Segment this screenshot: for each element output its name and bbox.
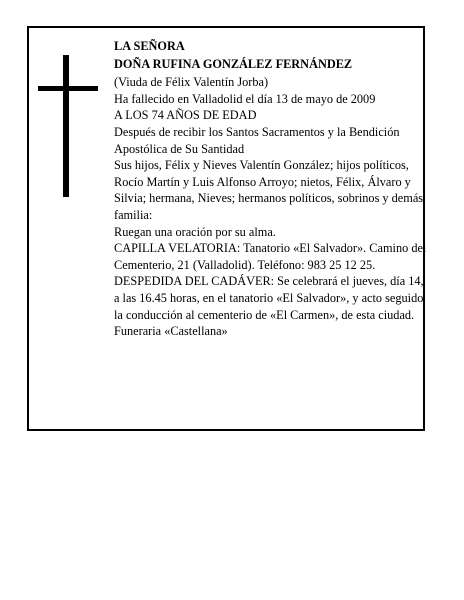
obituary-text <box>114 38 432 340</box>
sacraments-line: Después de recibir los Santos Sacramentos y la Bendición Apostólica de Su Santidad <box>114 124 400 156</box>
cross-vertical-bar <box>63 55 69 197</box>
widow-line: (Viuda de Félix Valentín Jorba) <box>114 75 269 90</box>
prayer-line: Ruegan una oración por su alma. <box>114 224 276 239</box>
death-line: Ha fallecido en Valladolid el día 13 de mayo de 2009 <box>114 91 376 106</box>
funeral-home-line: Funeraria «Castellana» <box>114 324 228 339</box>
cross-icon <box>38 55 98 197</box>
age-line: A LOS 74 AÑOS DE EDAD <box>114 108 257 123</box>
deceased-name: DOÑA RUFINA GONZÁLEZ FERNÁNDEZ <box>114 57 353 72</box>
family-line: Sus hijos, Félix y Nieves Valentín González; hijos políticos, Rocío Martín y Luis Alfonso Arroyo; nietos, Félix, Álvaro y Silvia; hermana, Nieves; hermanos políticos, sobrinos y demás familia: <box>114 158 424 222</box>
cross-horizontal-bar <box>38 86 98 91</box>
chapel-line: CAPILLA VELATORIA: Tanatorio «El Salvador». Camino del Cementerio, 21 (Valladolid). Teléfono: 983 25 12 25. <box>114 241 427 272</box>
notice-title: LA SEÑORA <box>114 39 185 53</box>
farewell-line: DESPEDIDA DEL CADÁVER: Se celebrará el jueves, día 14, a las 16.45 horas, en el tanatorio «El Salvador», y acto seguido la conducción al cementerio de «El Carmen», de esta ciudad. <box>114 274 424 322</box>
